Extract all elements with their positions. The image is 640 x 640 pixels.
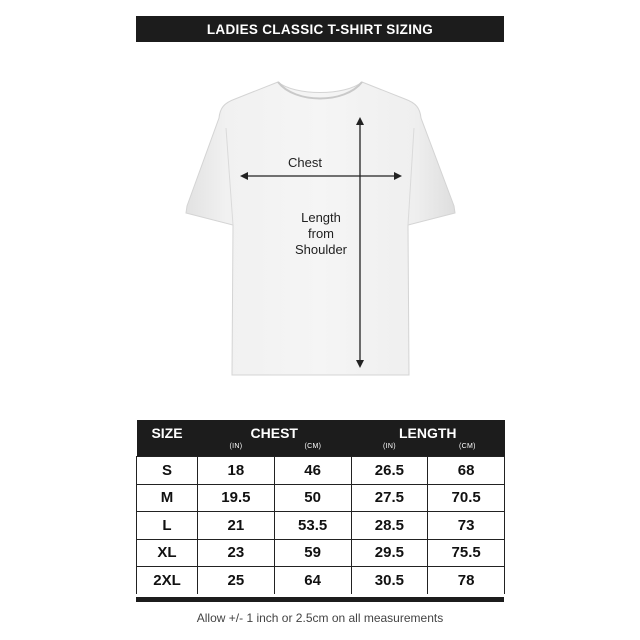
header-length: LENGTH (IN) (CM) <box>351 420 505 457</box>
chest-label: Chest <box>288 155 322 170</box>
cell-size: M <box>137 484 198 512</box>
table-header-row <box>137 420 505 457</box>
cell-chest-in: 18 <box>198 457 275 485</box>
cell-chest-cm: 50 <box>274 484 351 512</box>
header-chest-unit-in: (IN) <box>229 443 243 450</box>
cell-length-in: 27.5 <box>351 484 428 512</box>
header-chest-unit-cm: (CM) <box>304 443 322 450</box>
cell-length-cm: 78 <box>428 567 505 594</box>
cell-chest-in: 25 <box>198 567 275 594</box>
table-row <box>137 484 505 512</box>
table-row <box>137 457 505 485</box>
table-row <box>137 512 505 540</box>
cell-chest-cm: 46 <box>274 457 351 485</box>
cell-chest-cm: 64 <box>274 567 351 594</box>
cell-length-in: 28.5 <box>351 512 428 540</box>
cell-chest-cm: 53.5 <box>274 512 351 540</box>
length-label-line-2: from <box>308 226 334 241</box>
length-label-line-3: Shoulder <box>294 242 348 257</box>
cell-length-in: 30.5 <box>351 567 428 594</box>
cell-chest-in: 19.5 <box>198 484 275 512</box>
cell-chest-in: 21 <box>198 512 275 540</box>
measurement-footnote: Allow +/- 1 inch or 2.5cm on all measurements <box>196 611 444 625</box>
cell-chest-in: 23 <box>198 539 275 567</box>
header-chest: CHEST (IN) (CM) <box>198 420 352 457</box>
header-size: SIZE <box>137 420 198 457</box>
cell-length-cm: 75.5 <box>428 539 505 567</box>
cell-length-cm: 73 <box>428 512 505 540</box>
table-bottom-bar <box>136 597 504 602</box>
page-title-text: LADIES CLASSIC T-SHIRT SIZING <box>206 21 434 37</box>
cell-size: XL <box>137 539 198 567</box>
cell-length-in: 26.5 <box>351 457 428 485</box>
length-label-line-1: Length <box>301 210 341 225</box>
cell-size: L <box>137 512 198 540</box>
cell-length-cm: 68 <box>428 457 505 485</box>
cell-size: S <box>137 457 198 485</box>
cell-length-in: 29.5 <box>351 539 428 567</box>
header-length-unit-cm: (CM) <box>459 443 476 450</box>
table-row <box>137 539 505 567</box>
cell-size: 2XL <box>137 567 198 594</box>
cell-chest-cm: 59 <box>274 539 351 567</box>
length-label <box>280 210 362 258</box>
cell-length-cm: 70.5 <box>428 484 505 512</box>
header-length-unit-in: (IN) <box>383 443 396 450</box>
table-row <box>137 567 505 594</box>
size-chart-table <box>136 420 505 594</box>
